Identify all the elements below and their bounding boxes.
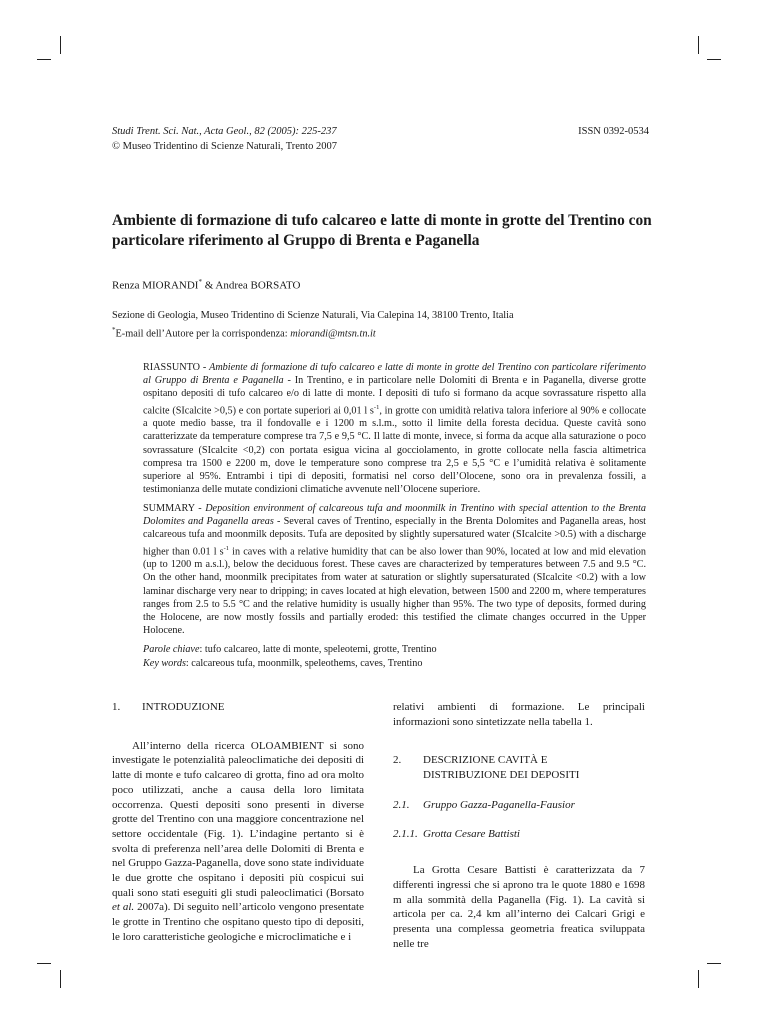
subsection-number: 2.1.1. [393, 827, 418, 840]
section-number: 2. [393, 754, 402, 767]
superscript: -1 [223, 544, 230, 552]
subsection-number: 2.1. [393, 798, 410, 811]
subsubsection-heading [393, 827, 645, 842]
section-number: 1. [112, 701, 121, 713]
keywords [143, 643, 437, 671]
section-title [423, 753, 579, 782]
crop-mark [698, 36, 699, 54]
intro-paragraph [112, 739, 364, 945]
crop-mark [60, 970, 61, 988]
superscript: -1 [373, 403, 380, 411]
subsection-title: Gruppo Gazza-Paganella-Fausior [423, 798, 575, 811]
left-column [112, 700, 364, 945]
keywords-it-text: : tufo calcareo, latte di monte, speleotemi, grotte, Trentino [199, 644, 437, 655]
riassunto-title: Ambiente di formazione di tufo calcareo e latte di monte in grotte del Trentino con particolare riferimento al Gruppo di Brenta e Paganella [143, 362, 646, 387]
affiliation-address: Sezione di Geologia, Museo Tridentino di Scienze Naturali, Via Calepina 14, 38100 Trento, Italia [112, 310, 514, 321]
keywords-it-label: Parole chiave [143, 644, 200, 655]
paper-title: Ambiente di formazione di tufo calcareo e latte di monte in grotte del Trentino con particolare riferimento al Gruppo di Brenta e Paganella [112, 212, 652, 249]
riassunto-text: , in grotte con umidità relativa talora inferiore al 90% e collocate a quote medio basse, tra il fondovalle e i 1200 m s.l.m., sotto il limite della foresta decidua. Queste cavità sono caratterizzate da temperature comprese tra 7,5 e 9,5 °C. Il latte di monte, invece, si forma da acque alla saturazione o poco sovrassature (SIcalcite <0,2) con portata esigua vicina al gocciolamento, in grotte collocate nella fascia altimetrica compresa tra 1500 e 2200 m, dove le temperature sono comprese tra 2,5 e 5,5 °C e l’umidità relativa è solitamente superiore al 95%. Entrambi i tipi di depositi, formatisi nel corso dell’Olocene, sono ora in prevalenza fossili, a testimonianza delle mutate condizioni climatiche avvenute nell’Olocene superiore. [143, 405, 646, 496]
crop-mark [37, 59, 51, 60]
author-separator: & [201, 279, 216, 292]
citation-etal: et al. [112, 901, 135, 914]
riassunto [143, 361, 646, 496]
corresponding-email-line [112, 323, 514, 341]
riassunto-text: - In Trentino, e in particolare nelle Dolomiti di Brenta e in Paganella, diverse grotte ospitano depositi di tufo calcareo e/o di latte di monte. I depositi di tufo si formano da acque sovrassature rispetto alla calcite (SIcalcite >0,5) e con portate superiori ai 0,01 l s [143, 375, 646, 416]
copyright-line: © Museo Tridentino di Scienze Naturali, Trento 2007 [112, 141, 337, 152]
summary-title: Deposition environment of calcareous tufa and moonmilk in Trentino with special attention to the Brenta Dolomites and Paganella areas [143, 503, 646, 528]
authors [112, 278, 300, 292]
continued-paragraph: relativi ambienti di formazione. Le principali informazioni sono sintetizzate nella tabella 1. [393, 701, 645, 728]
section-title-line: DISTRIBUZIONE DEI DEPOSITI [423, 769, 580, 782]
keywords-en-text: : calcareous tufa, moonmilk, speleothems, caves, Trentino [185, 658, 423, 669]
keywords-en [143, 657, 437, 671]
crop-mark [698, 970, 699, 988]
subsection-title: Grotta Cesare Battisti [423, 827, 520, 840]
battisti-paragraph: La Grotta Cesare Battisti è caratterizzata da 7 differenti ingressi che si aprono tra le quote 1880 e 1698 m alla sommità della Paganella (Fig. 1). La cavità si articola per ca. 2,4 km all’interno dei Calcari Grigi e presenta una complessa geometria freatica sviluppata nelle tre [393, 864, 645, 950]
crop-mark [37, 963, 51, 964]
author-2: Andrea BORSATO [215, 279, 301, 292]
right-column [393, 700, 645, 951]
riassunto-label: RIASSUNTO - [143, 362, 210, 373]
author-1: Renza MIORANDI [112, 279, 199, 292]
crop-mark [707, 963, 721, 964]
corresponding-mark: * [198, 278, 202, 286]
section-title-line: DESCRIZIONE CAVITÀ E [423, 754, 548, 767]
summary [143, 502, 646, 637]
summary-text: in caves with a relative humidity that can be also lower than 90%, located at low and mid elevation (up to 1200 m a.s.l.), below the deciduous forest. These caves are characterized by temperatures between 7.5 and 9.5 °C. On the other hand, moonmilk precipitates from water at saturation or slightly supersaturated (SIcalcite <0.2) with a low laminar discharge very near to dripping; in caves located at high elevation, between 1500 and 2200 m, where temperatures ranges from 2.5 to 5.5 °C and the relative humidity is usually higher than 95%. The two type of deposits, formed during the Holocene, are now mostly fossils and partially eroded: this testified the climate changes occurred in the Upper Holocene. [143, 546, 646, 637]
email-prefix: E-mail dell’Autore per la corrispondenza: [115, 328, 291, 340]
section-title: INTRODUZIONE [142, 701, 225, 713]
journal-header [112, 124, 337, 154]
section-heading [112, 700, 364, 715]
subsection-heading [393, 798, 645, 813]
section-heading [393, 753, 645, 782]
paragraph-text: 2007a). Di seguito nell’articolo vengono presentate le grotte in Trentino che ospitano questo tipo di depositi, le loro caratteristiche geologiche e microclimatiche e i [112, 901, 364, 943]
summary-label: SUMMARY - [143, 503, 206, 514]
crop-mark [707, 59, 721, 60]
paragraph-text: All’interno della ricerca OLOAMBIENT si sono investigate le potenzialità paleoclimatiche dei depositi di latte di monte e tufo calcareo di grotta, fino ad ora molto poco utilizzati, anche a causa della loro limitata occorrenza. Questi depositi sono presenti in diverse grotte del Trentino con una maggiore concentrazione nel settore occidentale (Fig. 1). L’indagine pertanto si è svolta di preferenza nell’area delle Dolomiti di Brenta e nel Gruppo Gazza-Paganella, dove sono state individuate le due grotte che ospitano i depositi più cospicui sui quali sono stati eseguiti gli studi paleoclimatici (Borsato [112, 739, 365, 899]
affiliation [112, 309, 514, 341]
keywords-en-label: Key words [143, 658, 186, 669]
crop-mark [60, 36, 61, 54]
journal-citation: Studi Trent. Sci. Nat., Acta Geol., 82 (2005): 225-237 [112, 126, 337, 137]
keywords-it [143, 643, 437, 657]
issn: ISSN 0392-0534 [578, 126, 649, 137]
summary-text: - Several caves of Trentino, especially in the Brenta Dolomites and Paganella areas, host calcareous tufa and moonmilk deposits. Tufa are deposited by slightly supersatured water (SIcalcite >0.5) with a discharge higher than 0.01 l s [143, 516, 646, 557]
corresponding-mark: * [112, 326, 116, 334]
email: miorandi@mtsn.tn.it [290, 328, 376, 340]
